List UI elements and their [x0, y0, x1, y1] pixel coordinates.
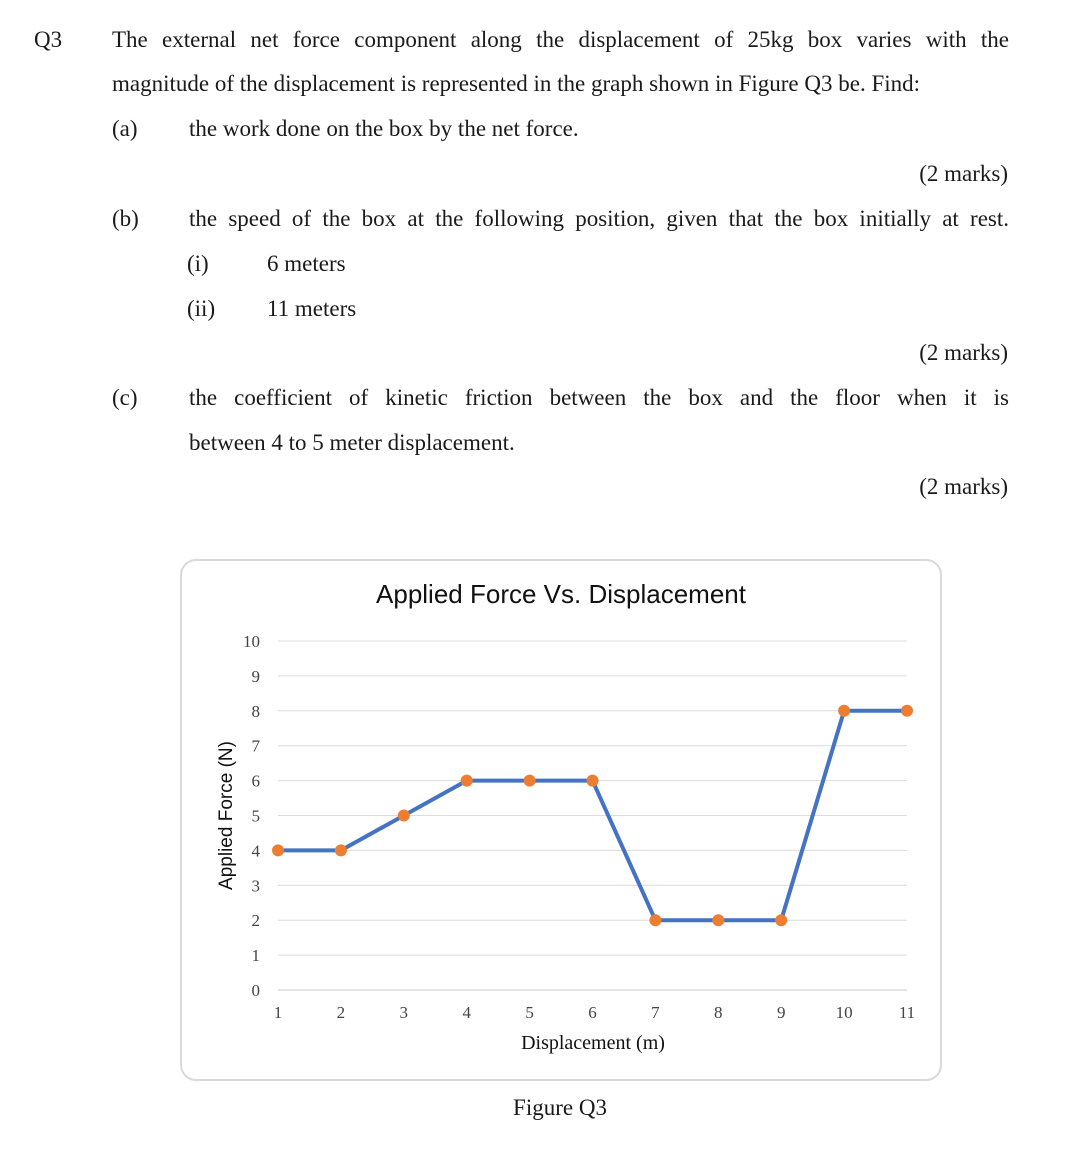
- x-tick-label: 5: [525, 1003, 534, 1022]
- y-tick-label: 4: [251, 841, 260, 861]
- part-c-marks: (2 marks): [919, 474, 1008, 499]
- part-a-label: (a): [112, 116, 138, 141]
- data-point: [587, 775, 599, 787]
- x-tick-label: 2: [336, 1003, 346, 1022]
- x-tick-label: 3: [399, 1003, 409, 1022]
- part-b-text: the speed of the box at the following position, given that the box initially at rest.: [189, 206, 1009, 231]
- part-a-marks: (2 marks): [919, 161, 1008, 186]
- part-c-text-line1: the coefficient of kinetic friction between the box and the floor when it is: [189, 385, 1009, 410]
- y-tick-label: 7: [251, 736, 260, 756]
- question-intro-line2: magnitude of the displacement is represented in the graph shown in Figure Q3 be. Find:: [112, 71, 921, 96]
- figure-caption: Figure Q3: [513, 1095, 607, 1120]
- data-point: [712, 914, 724, 926]
- y-tick-label: 0: [251, 981, 260, 1000]
- data-point: [901, 705, 913, 717]
- x-tick-label: 7: [651, 1003, 660, 1022]
- y-tick-label: 1: [251, 946, 260, 966]
- part-b-label: (b): [112, 206, 139, 231]
- data-point: [524, 775, 536, 787]
- part-b-marks: (2 marks): [919, 340, 1008, 365]
- question-number: Q3: [34, 27, 63, 52]
- x-axis-label: Displacement (m): [521, 1032, 665, 1054]
- y-tick-label: 8: [251, 701, 260, 721]
- x-tick-label: 8: [714, 1003, 723, 1022]
- data-point: [649, 914, 661, 926]
- part-b-ii-label: (ii): [187, 296, 216, 321]
- question-intro-line1: The external net force component along the displacement of 25kg box varies with the: [112, 27, 1009, 52]
- y-tick-label: 3: [251, 876, 260, 896]
- y-tick-label: 9: [251, 666, 260, 686]
- line-chart: [182, 561, 940, 1079]
- y-tick-label: 10: [243, 632, 260, 651]
- y-tick-label: 2: [251, 911, 260, 931]
- x-tick-label: 11: [898, 1003, 916, 1022]
- x-tick-label: 9: [776, 1003, 786, 1022]
- data-point: [775, 914, 787, 926]
- part-c-label: (c): [112, 385, 138, 410]
- x-tick-label: 1: [273, 1003, 283, 1022]
- part-b-i-text: 6 meters: [267, 251, 346, 276]
- part-a-text: the work done on the box by the net force.: [189, 116, 579, 141]
- part-b-ii-text: 11 meters: [267, 296, 357, 321]
- y-tick-label: 5: [251, 806, 260, 826]
- part-c-text-line2: between 4 to 5 meter displacement.: [189, 430, 515, 455]
- data-point: [272, 844, 284, 856]
- y-axis-label: Applied Force (N): [216, 741, 237, 890]
- x-tick-label: 6: [588, 1003, 597, 1022]
- data-point: [461, 775, 473, 787]
- data-point: [398, 810, 410, 822]
- x-tick-label: 10: [835, 1003, 853, 1022]
- data-point: [335, 844, 347, 856]
- chart-title: Applied Force Vs. Displacement: [376, 579, 746, 609]
- part-b-i-label: (i): [187, 251, 209, 276]
- data-point: [838, 705, 850, 717]
- chart-area: [180, 559, 942, 1081]
- x-tick-label: 4: [462, 1003, 471, 1022]
- y-tick-label: 6: [251, 771, 260, 791]
